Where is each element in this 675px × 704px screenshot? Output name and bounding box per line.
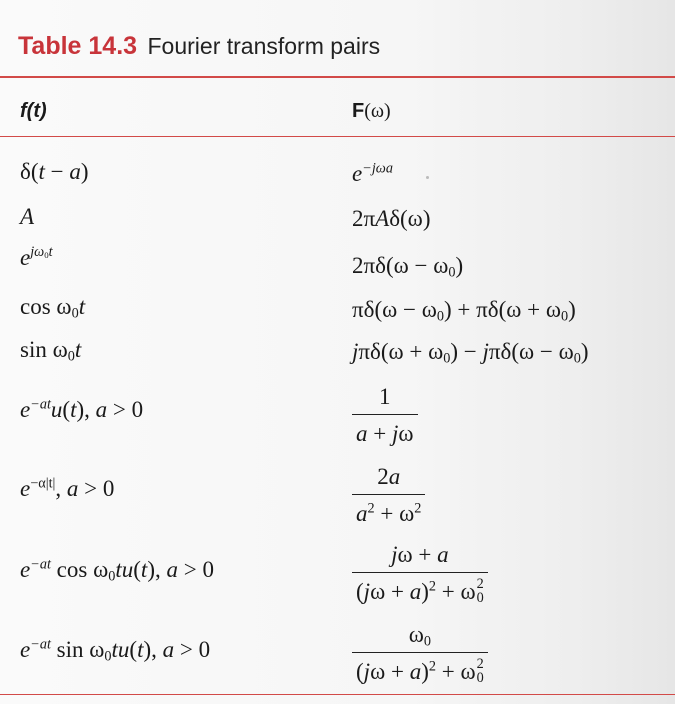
row-3-ft: $e^{j\omega_0t}$ <box>20 244 53 270</box>
row-7-fw <box>352 464 425 527</box>
row-4-fw: $\pi\delta(\omega - \omega_0) + \pi\delta(\omega + \omega_0)$ <box>352 297 576 325</box>
row-8-numerator: jω + a <box>391 542 449 567</box>
row-6-denominator: a + jω <box>356 421 414 447</box>
column-header-ft: f(t) <box>20 100 47 122</box>
row-1-fw: $e^{-j\omega a}$ <box>352 160 393 186</box>
row-5-ft: $\sin \omega_0t$ <box>20 337 82 365</box>
top-rule <box>0 76 675 78</box>
row-9-fw <box>352 622 488 687</box>
column-header-func: F <box>352 100 365 122</box>
row-1-ft: δ(t − a) <box>20 159 89 184</box>
table-caption: Fourier transform pairs <box>147 33 381 59</box>
row-3-fw: $2\pi\delta(\omega - \omega_0)$ <box>352 253 464 281</box>
column-header-arg: (ω) <box>364 100 391 122</box>
row-6-fw <box>352 384 418 447</box>
row-2-fw: 2πAδ(ω) <box>352 206 431 231</box>
row-9-numerator: $\omega_0$ <box>408 622 431 650</box>
row-2-ft: A <box>20 204 35 229</box>
row-8-fw <box>352 542 488 607</box>
header-rule <box>0 136 675 137</box>
table-title <box>18 32 380 61</box>
row-9-denominator: $(j\omega + a)^2 + \omega$ 2 0 <box>356 656 484 686</box>
row-7-numerator: 2a <box>377 464 401 489</box>
row-6-ft: $e^{-at}u(t)$, a > 0 <box>20 396 144 422</box>
bottom-rule <box>0 694 675 695</box>
table-label: Table 14.3 <box>18 32 138 60</box>
row-7-denominator: $a^2 + \omega^2$ <box>356 500 422 527</box>
row-4-ft: $\cos \omega_0t$ <box>20 294 86 322</box>
speck <box>426 176 429 179</box>
row-8-ft: $e^{-at}$ $\cos \omega_0tu(t)$, a > 0 <box>20 556 214 585</box>
row-5-fw: $j\pi\delta(\omega + \omega_0) - j\pi\delta(\omega - \omega_0)$ <box>352 339 589 367</box>
row-7-ft: $e^{-\alpha|t|}$, a > 0 <box>20 475 115 501</box>
row-6-numerator: 1 <box>379 384 391 409</box>
column-header-fw <box>352 100 391 123</box>
row-8-denominator: $(j\omega + a)^2 + \omega$ 2 0 <box>356 576 484 606</box>
row-9-ft: $e^{-at}$ $\sin \omega_0tu(t)$, a > 0 <box>20 636 211 665</box>
